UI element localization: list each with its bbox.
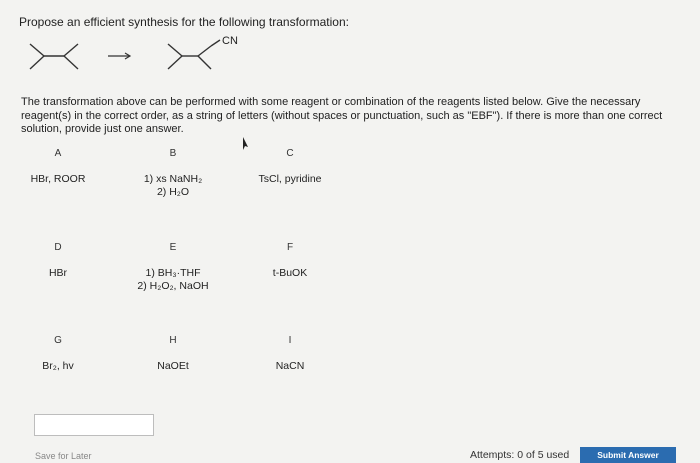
reagent-line-1: 1) BH₃·THF <box>145 267 201 279</box>
reagent-letter: B <box>169 148 177 159</box>
reagent-line-1: Br₂, hv <box>42 360 74 372</box>
reagent-line-1: NaCN <box>275 360 305 372</box>
reagent-letter: C <box>286 148 294 159</box>
reagent-option <box>215 242 365 280</box>
reagent-line-1: TsCl, pyridine <box>258 173 322 185</box>
reagent-letter: A <box>54 148 62 159</box>
instructions-text: The transformation above can be performed with some reagent or combination of the reagents listed below. Give the necessary reagent(s) in the correct order, as a string of letters (without spaces or punctuation, such as "EBF"). If there is more than one correct solution, provide just one answer. <box>21 96 663 135</box>
reagent-letter: H <box>169 335 177 346</box>
product-group-label: CN <box>222 35 238 47</box>
reaction-scheme <box>22 34 262 80</box>
reagent-line-1: NaOEt <box>157 360 189 372</box>
reagent-letter: E <box>169 242 177 253</box>
submit-answer-button[interactable]: Submit Answer <box>580 447 676 463</box>
reagent-line-1: 1) xs NaNH₂ <box>143 173 203 185</box>
product-structure <box>168 40 220 69</box>
reaction-arrow-icon <box>108 53 130 59</box>
answer-input[interactable] <box>34 414 154 436</box>
starting-material-structure <box>30 44 78 69</box>
reagent-line-2: 2) H₂O₂, NaOH <box>137 280 209 292</box>
reagent-letter: F <box>286 242 294 253</box>
reagent-letter: I <box>288 335 292 346</box>
reagent-letter: G <box>54 335 62 346</box>
reagent-line-1: HBr <box>48 267 68 279</box>
question-text: Propose an efficient synthesis for the following transformation: <box>19 15 349 29</box>
reagent-letter: D <box>54 242 62 253</box>
attempts-counter: Attempts: 0 of 5 used <box>470 449 570 461</box>
reagent-option <box>215 148 365 186</box>
save-for-later-button[interactable]: Save for Later <box>35 451 92 461</box>
reagent-option <box>215 335 365 373</box>
reagent-line-1: HBr, ROOR <box>30 173 86 185</box>
reagent-line-2: 2) H₂O <box>156 186 190 198</box>
reagent-line-1: t-BuOK <box>272 267 308 279</box>
